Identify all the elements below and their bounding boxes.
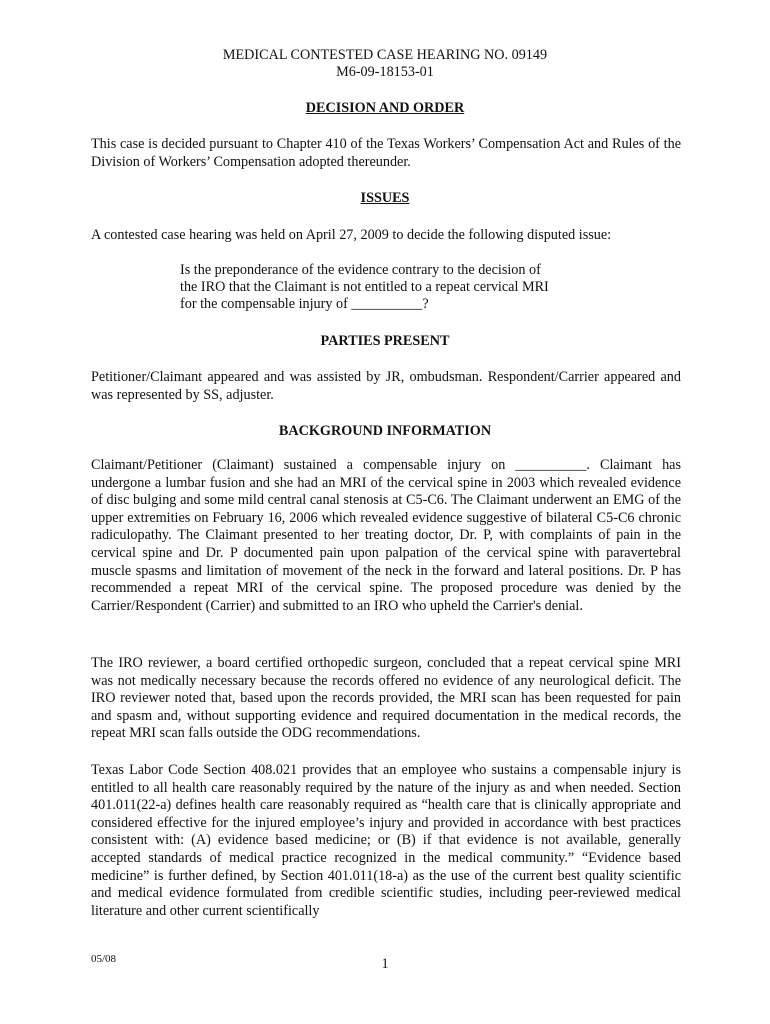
background-information-heading: BACKGROUND INFORMATION: [278, 423, 492, 439]
parties-present-heading: PARTIES PRESENT: [320, 333, 450, 349]
page-number: 1: [381, 956, 389, 972]
disputed-issue-line-3: for the compensable injury of __________?: [180, 296, 429, 312]
case-number-heading: MEDICAL CONTESTED CASE HEARING NO. 09149: [222, 47, 548, 63]
background-paragraph-1: Claimant/Petitioner (Claimant) sustained a compensable injury on __________. Claimant has undergone a lumbar fusion and she had an MRI of the cervical spine in 2003 which revealed evidence of disc bulging and some mild central canal stenosis at C5-C6. The Claimant underwent an EMG of the upper extremities on February 16, 2006 which revealed evidence suggestive of bilateral C5-C6 chronic radiculopathy. The Claimant presented to her treating doctor, Dr. P, with complaints of pain in the cervical spine and Dr. P documented pain upon palpation of the cervical spine with paravertebral muscle spasms and limitation of movement of the neck in the forward and lateral positions. Dr. P has recommended a repeat MRI of the cervical spine. The proposed procedure was denied by the Carrier/Respondent (Carrier) and submitted to an IRO who upheld the Carrier's denial.: [91, 457, 681, 614]
background-paragraph-2: The IRO reviewer, a board certified orthopedic surgeon, concluded that a repeat cervical spine MRI was not medically necessary because the records offered no evidence of any neurological deficit. The IRO reviewer noted that, based upon the records provided, the MRI scan has been requested for pain and spasm and, without supporting evidence and required documentation in the medical records, the repeat MRI scan falls outside the ODG recommendations.: [91, 655, 681, 742]
issues-paragraph: A contested case hearing was held on April 27, 2009 to decide the following disputed issue:: [91, 227, 612, 243]
docket-number: M6-09-18153-01: [336, 64, 434, 80]
issues-heading: ISSUES: [360, 190, 410, 206]
parties-paragraph: Petitioner/Claimant appeared and was assisted by JR, ombudsman. Respondent/Carrier appeared and was represented by SS, adjuster.: [91, 369, 681, 403]
footer-date-code: 05/08: [91, 953, 117, 965]
decision-and-order-heading: DECISION AND ORDER: [305, 100, 465, 116]
decision-paragraph: This case is decided pursuant to Chapter 410 of the Texas Workers’ Compensation Act and Rules of the Division of Workers’ Compensation adopted thereunder.: [91, 136, 681, 170]
disputed-issue-line-1: Is the preponderance of the evidence contrary to the decision of: [180, 262, 541, 278]
disputed-issue-line-2: the IRO that the Claimant is not entitled to a repeat cervical MRI: [180, 279, 549, 295]
background-paragraph-3: Texas Labor Code Section 408.021 provides that an employee who sustains a compensable injury is entitled to all health care reasonably required by the nature of the injury as and when needed. Section 401.011(22-a) defines health care reasonably required as “health care that is clinically appropriate and considered effective for the injured employee’s injury and provided in accordance with best practices consistent with: (A) evidence based medicine; or (B) if that evidence is not available, generally accepted standards of medical practice recognized in the medical community.” “Evidence based medicine” is further defined, by Section 401.011(18-a) as the use of the current best quality scientific and medical evidence formulated from credible scientific studies, including peer-reviewed medical literature and other current scientifically: [91, 762, 681, 919]
